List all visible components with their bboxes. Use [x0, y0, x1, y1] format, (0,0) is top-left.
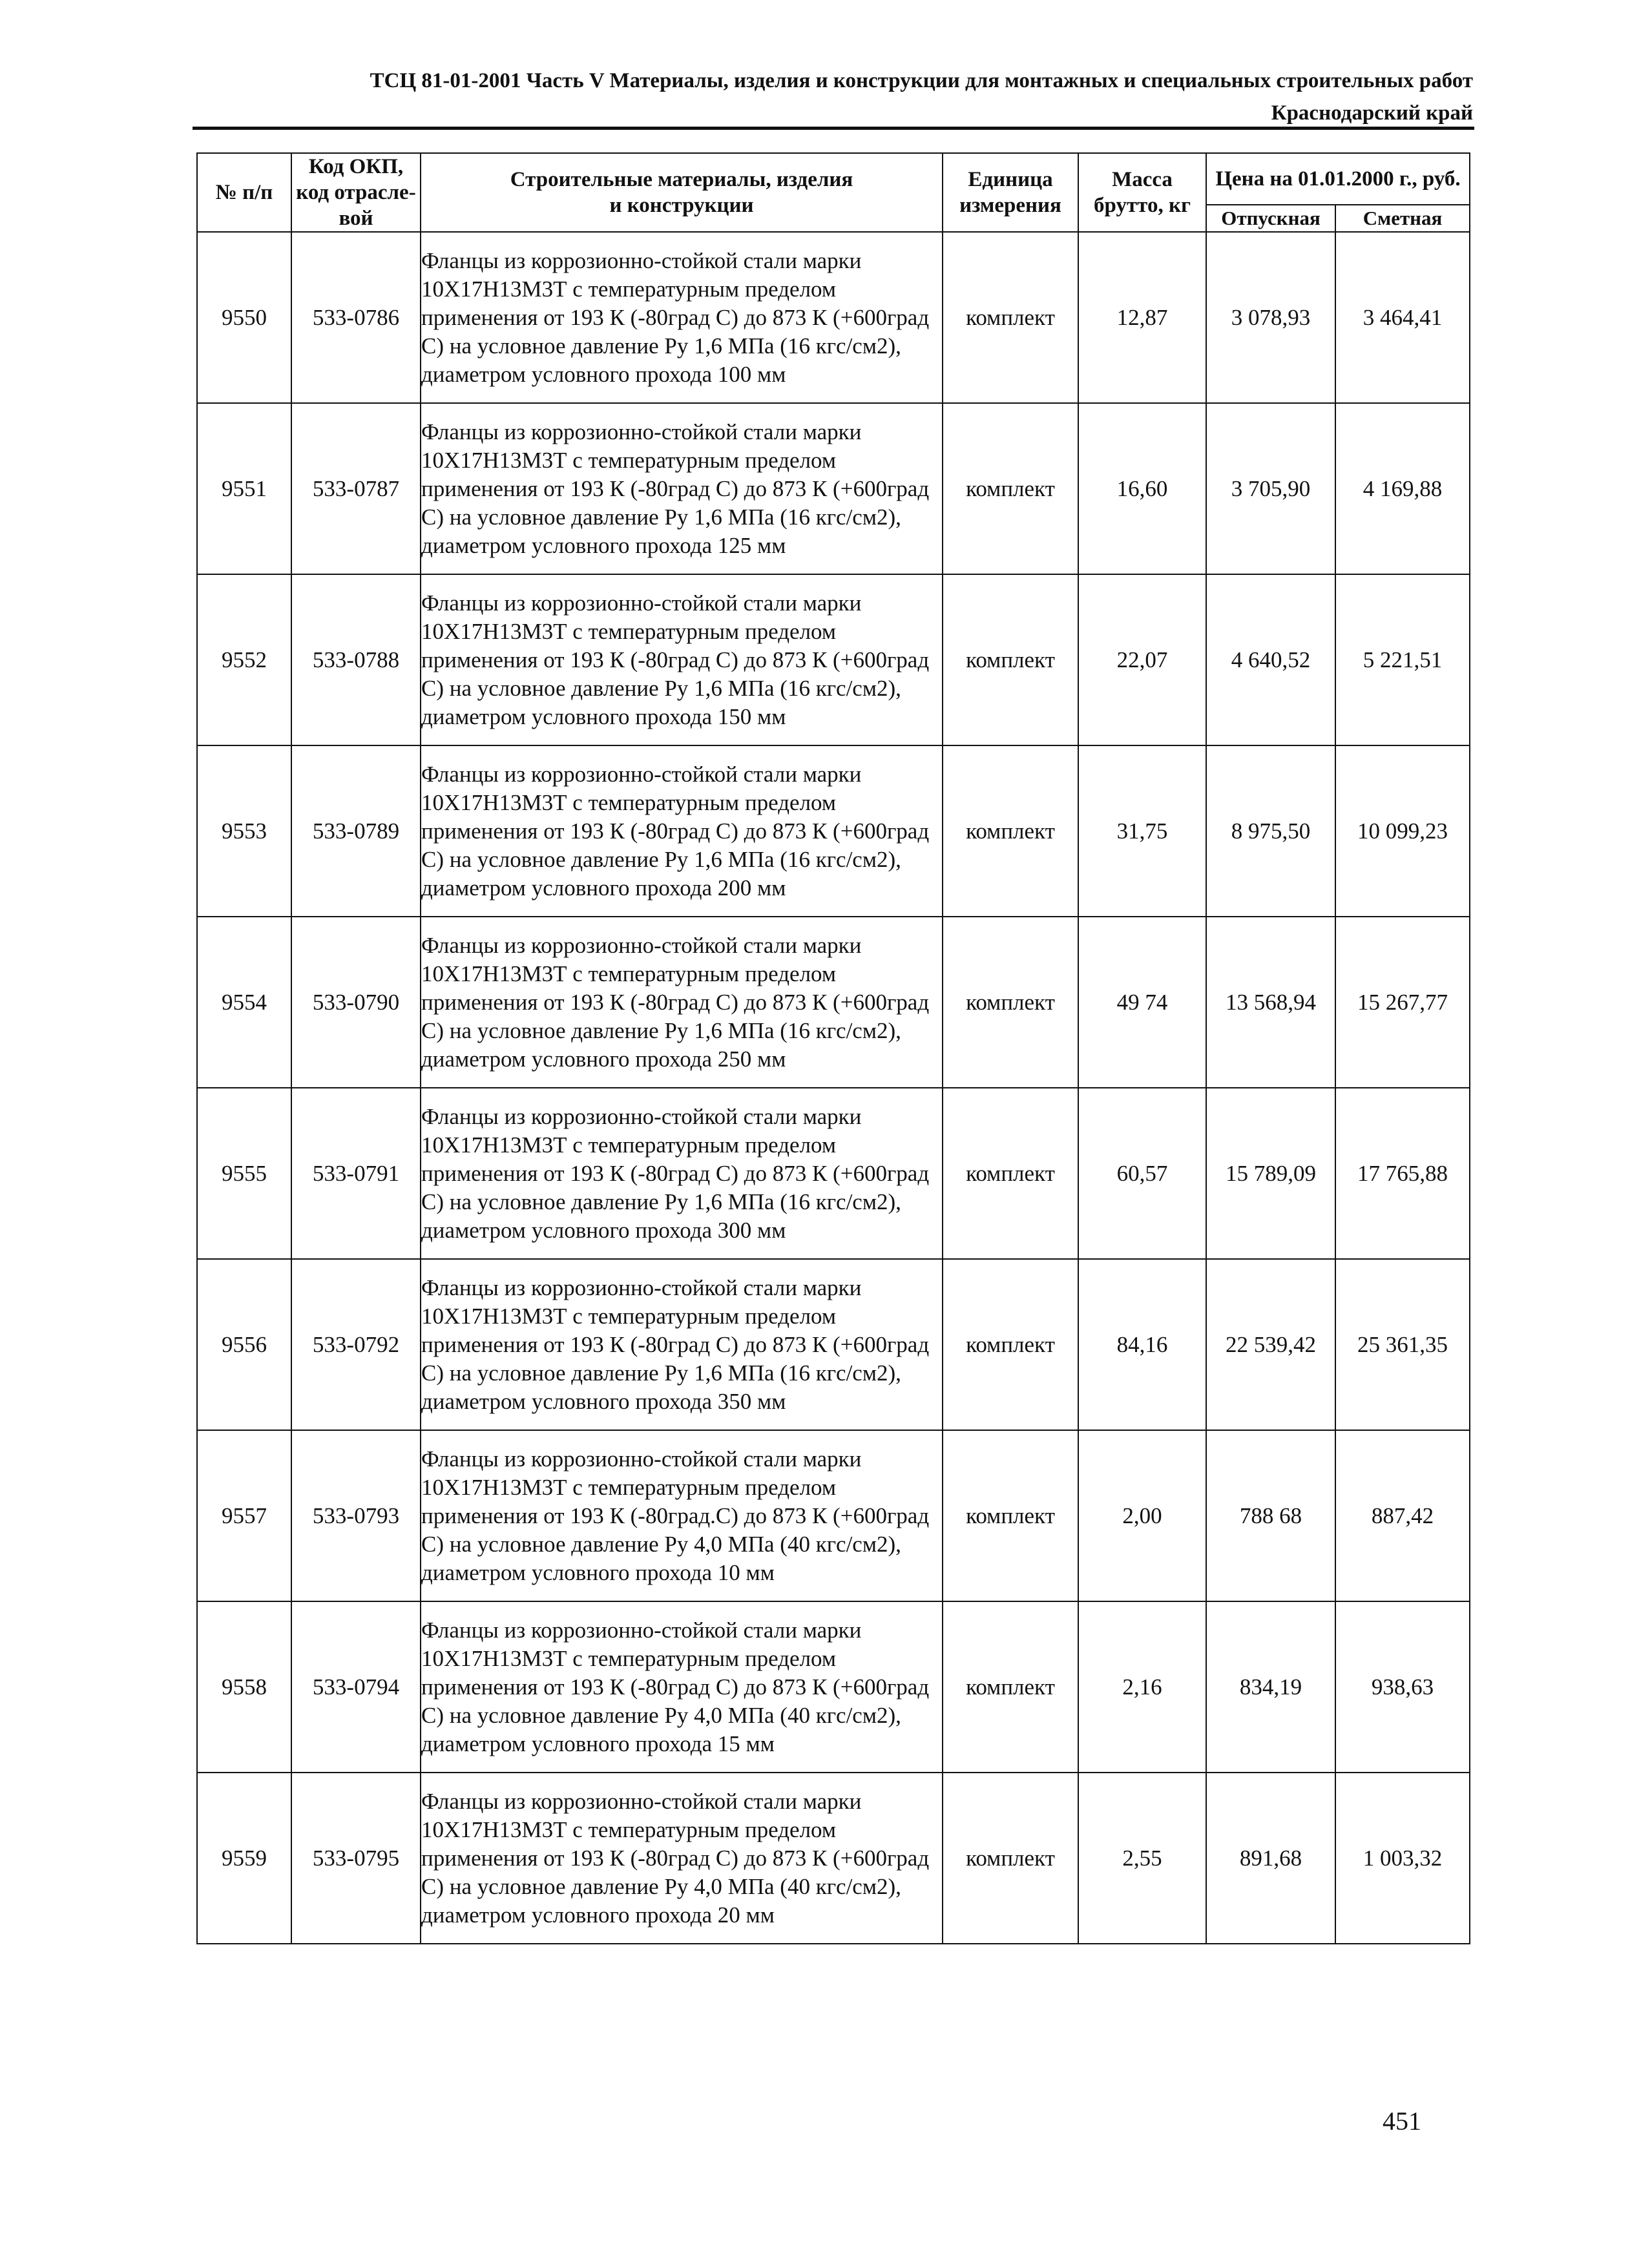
cell-price-release: 891,68 [1206, 1773, 1335, 1944]
table-row [197, 1601, 1470, 1773]
cell-mass: 2,00 [1078, 1430, 1206, 1601]
table-row [197, 403, 1470, 574]
cell-code: 533-0791 [291, 1088, 421, 1259]
cell-name: Фланцы из коррозионно-стойкой стали марки 10Х17Н13М3Т с температурным пределом применения от 193 К (-80град С) до 873 К (+600град С) на условное давление Ру 1,6 МПа (16 кгс/см2), диаметром условного прохода 125 мм [421, 403, 943, 574]
cell-name: Фланцы из коррозионно-стойкой стали марки 10Х17Н13М3Т с температурным пределом применения от 193 К (-80град С) до 873 К (+600град С) на условное давление Ру 1,6 МПа (16 кгс/см2), диаметром условного прохода 350 мм [421, 1259, 943, 1430]
col-header-code: Код ОКП, код отрасле-вой [291, 153, 421, 232]
cell-num: 9550 [197, 232, 291, 403]
cell-price-release: 13 568,94 [1206, 917, 1335, 1088]
cell-price-release: 8 975,50 [1206, 745, 1335, 917]
cell-name: Фланцы из коррозионно-стойкой стали марки 10Х17Н13М3Т с температурным пределом применения от 193 К (-80град С) до 873 К (+600град С) на условное давление Ру 1,6 МПа (16 кгс/см2), диаметром условного прохода 150 мм [421, 574, 943, 745]
cell-unit: комплект [943, 232, 1078, 403]
cell-price-release: 834,19 [1206, 1601, 1335, 1773]
cell-price-estimate: 887,42 [1335, 1430, 1470, 1601]
col-header-mass-line1: Масса [1112, 168, 1173, 191]
col-header-mass [1078, 153, 1206, 232]
cell-price-estimate: 4 169,88 [1335, 403, 1470, 574]
cell-num: 9554 [197, 917, 291, 1088]
cell-num: 9552 [197, 574, 291, 745]
cell-price-estimate: 5 221,51 [1335, 574, 1470, 745]
cell-unit: комплект [943, 745, 1078, 917]
header-divider [193, 127, 1474, 130]
cell-code: 533-0786 [291, 232, 421, 403]
cell-price-release: 4 640,52 [1206, 574, 1335, 745]
cell-code: 533-0795 [291, 1773, 421, 1944]
cell-code: 533-0789 [291, 745, 421, 917]
cell-unit: комплект [943, 1430, 1078, 1601]
cell-mass: 31,75 [1078, 745, 1206, 917]
cell-num: 9555 [197, 1088, 291, 1259]
table-row [197, 1773, 1470, 1944]
cell-unit: комплект [943, 1601, 1078, 1773]
cell-mass: 2,16 [1078, 1601, 1206, 1773]
cell-name: Фланцы из коррозионно-стойкой стали марки 10Х17Н13М3Т с температурным пределом применения от 193 К (-80град С) до 873 К (+600град С) на условное давление Ру 1,6 МПа (16 кгс/см2), диаметром условного прохода 300 мм [421, 1088, 943, 1259]
cell-unit: комплект [943, 1773, 1078, 1944]
table-row [197, 745, 1470, 917]
cell-num: 9557 [197, 1430, 291, 1601]
table-row [197, 574, 1470, 745]
table-row [197, 1430, 1470, 1601]
cell-price-estimate: 3 464,41 [1335, 232, 1470, 403]
cell-price-estimate: 938,63 [1335, 1601, 1470, 1773]
cell-mass: 2,55 [1078, 1773, 1206, 1944]
col-header-unit [943, 153, 1078, 232]
cell-price-estimate: 17 765,88 [1335, 1088, 1470, 1259]
table-row [197, 917, 1470, 1088]
col-header-name-line1: Строительные материалы, изделия [510, 168, 853, 191]
cell-code: 533-0790 [291, 917, 421, 1088]
cell-unit: комплект [943, 917, 1078, 1088]
header-region: Краснодарский край [1271, 101, 1473, 125]
cell-name: Фланцы из коррозионно-стойкой стали марки 10Х17Н13М3Т с температурным пределом применения от 193 К (-80град С) до 873 К (+600град С) на условное давление Ру 1,6 МПа (16 кгс/см2), диаметром условного прохода 100 мм [421, 232, 943, 403]
cell-price-estimate: 15 267,77 [1335, 917, 1470, 1088]
cell-num: 9551 [197, 403, 291, 574]
cell-price-release: 788 68 [1206, 1430, 1335, 1601]
col-header-unit-line1: Единица [968, 168, 1053, 191]
cell-price-release: 15 789,09 [1206, 1088, 1335, 1259]
cell-mass: 22,07 [1078, 574, 1206, 745]
cell-unit: комплект [943, 403, 1078, 574]
cell-mass: 49 74 [1078, 917, 1206, 1088]
cell-num: 9559 [197, 1773, 291, 1944]
cell-mass: 16,60 [1078, 403, 1206, 574]
cell-code: 533-0793 [291, 1430, 421, 1601]
cell-price-release: 3 078,93 [1206, 232, 1335, 403]
cell-price-estimate: 25 361,35 [1335, 1259, 1470, 1430]
col-header-mass-line2: брутто, кг [1094, 194, 1191, 217]
cell-price-release: 3 705,90 [1206, 403, 1335, 574]
header-title: ТСЦ 81-01-2001 Часть V Материалы, изделия и конструкции для монтажных и специальных строительных работ [370, 69, 1473, 92]
cell-mass: 12,87 [1078, 232, 1206, 403]
cell-num: 9558 [197, 1601, 291, 1773]
table-row [197, 1259, 1470, 1430]
col-header-price-release: Отпускная [1206, 205, 1335, 232]
col-header-name-line2: и конструкции [609, 194, 754, 217]
cell-code: 533-0792 [291, 1259, 421, 1430]
cell-name: Фланцы из коррозионно-стойкой стали марки 10Х17Н13М3Т с температурным пределом применения от 193 К (-80град С) до 873 К (+600град С) на условное давление Ру 4,0 МПа (40 кгс/см2), диаметром условного прохода 15 мм [421, 1601, 943, 1773]
price-table [196, 152, 1470, 1944]
cell-name: Фланцы из коррозионно-стойкой стали марки 10Х17Н13М3Т с температурным пределом применения от 193 К (-80град.С) до 873 К (+600град С) на условное давление Ру 4,0 МПа (40 кгс/см2), диаметром условного прохода 10 мм [421, 1430, 943, 1601]
cell-price-estimate: 1 003,32 [1335, 1773, 1470, 1944]
table-row [197, 1088, 1470, 1259]
table-row [197, 232, 1470, 403]
cell-unit: комплект [943, 1259, 1078, 1430]
cell-price-estimate: 10 099,23 [1335, 745, 1470, 917]
col-header-price-estimate: Сметная [1335, 205, 1470, 232]
cell-price-release: 22 539,42 [1206, 1259, 1335, 1430]
page-header [194, 65, 1473, 129]
cell-code: 533-0787 [291, 403, 421, 574]
col-header-price: Цена на 01.01.2000 г., руб. [1206, 153, 1470, 205]
cell-code: 533-0794 [291, 1601, 421, 1773]
cell-name: Фланцы из коррозионно-стойкой стали марки 10Х17Н13М3Т с температурным пределом применения от 193 К (-80град С) до 873 К (+600град С) на условное давление Ру 4,0 МПа (40 кгс/см2), диаметром условного прохода 20 мм [421, 1773, 943, 1944]
cell-mass: 60,57 [1078, 1088, 1206, 1259]
cell-num: 9556 [197, 1259, 291, 1430]
cell-num: 9553 [197, 745, 291, 917]
cell-name: Фланцы из коррозионно-стойкой стали марки 10Х17Н13М3Т с температурным пределом применения от 193 К (-80град С) до 873 К (+600град С) на условное давление Ру 1,6 МПа (16 кгс/см2), диаметром условного прохода 200 мм [421, 745, 943, 917]
col-header-name [421, 153, 943, 232]
page-number: 451 [1383, 2107, 1421, 2136]
cell-code: 533-0788 [291, 574, 421, 745]
col-header-unit-line2: измерения [959, 194, 1061, 217]
cell-mass: 84,16 [1078, 1259, 1206, 1430]
cell-unit: комплект [943, 1088, 1078, 1259]
cell-name: Фланцы из коррозионно-стойкой стали марки 10Х17Н13М3Т с температурным пределом применения от 193 К (-80град С) до 873 К (+600град С) на условное давление Ру 1,6 МПа (16 кгс/см2), диаметром условного прохода 250 мм [421, 917, 943, 1088]
col-header-num: № п/п [197, 153, 291, 232]
cell-unit: комплект [943, 574, 1078, 745]
